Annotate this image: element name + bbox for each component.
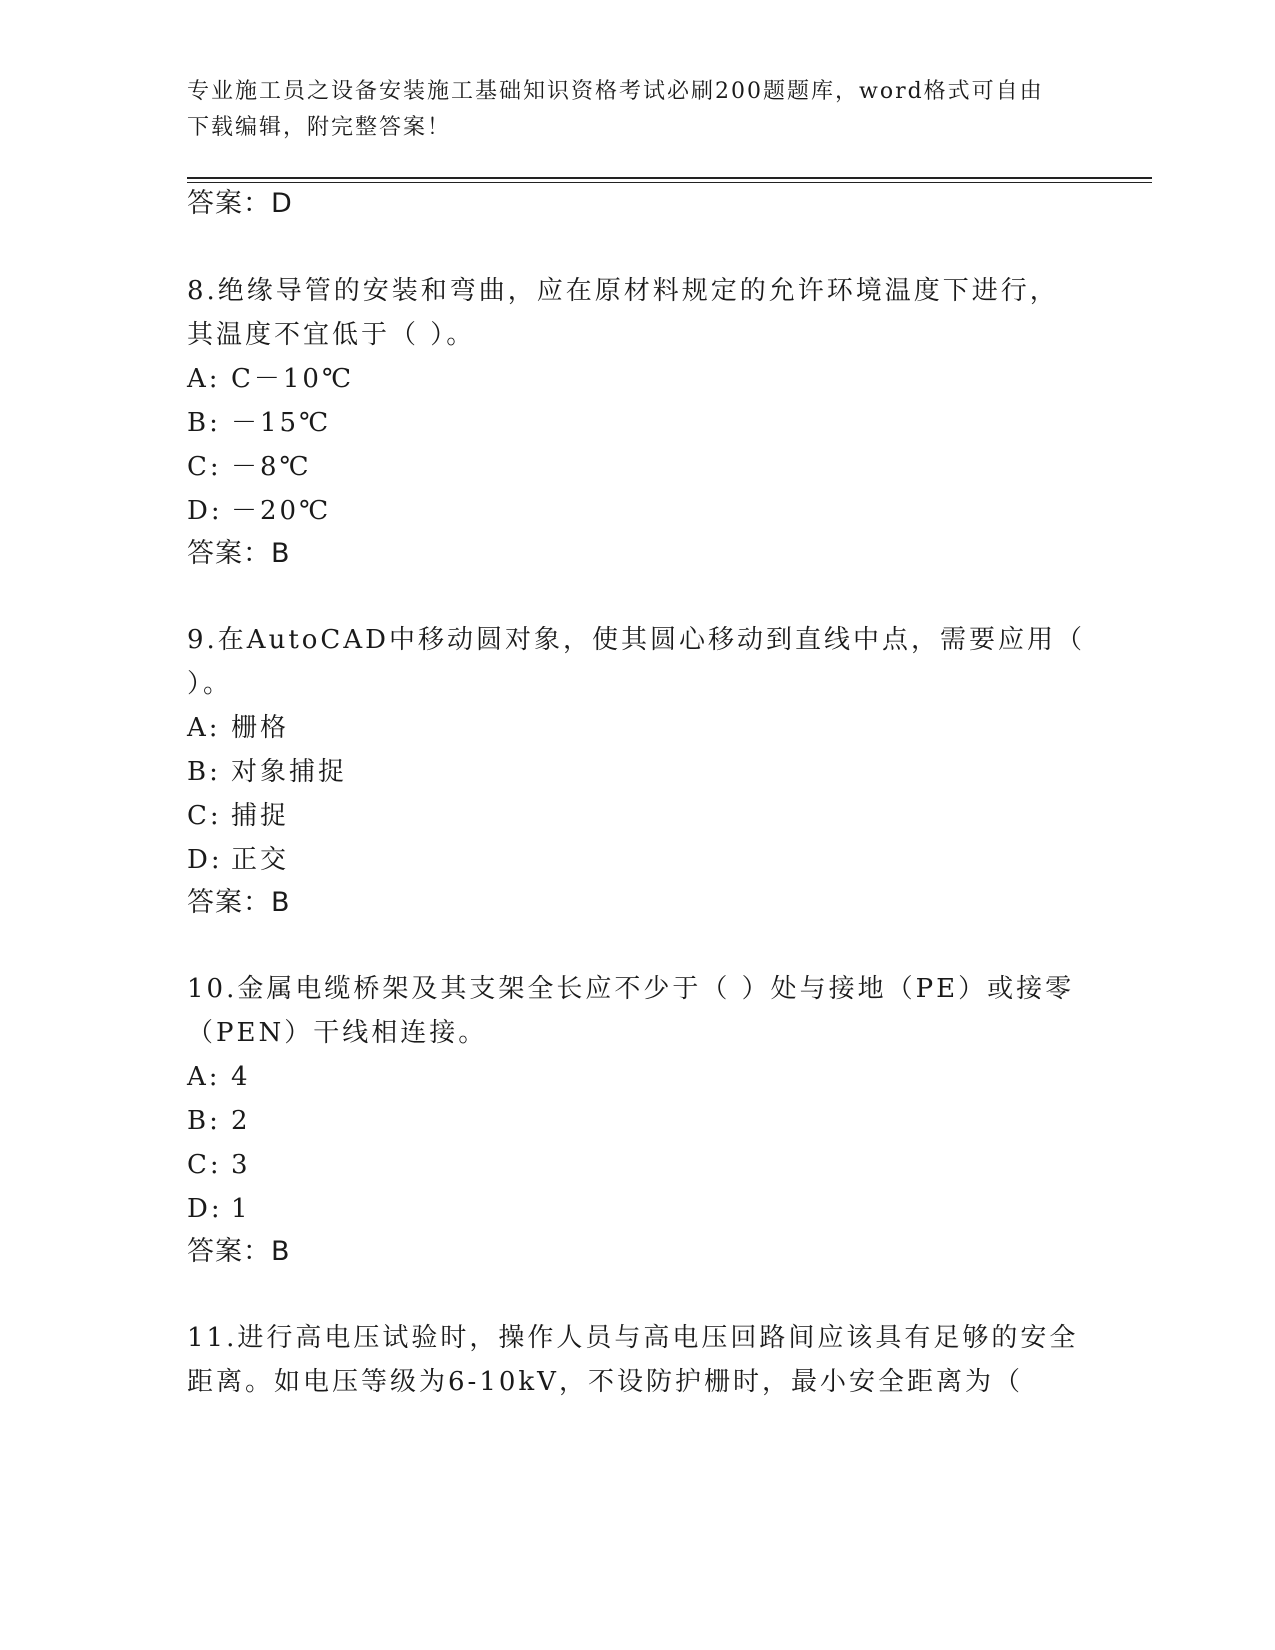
question-10-answer: 答案：B	[187, 1236, 291, 1267]
question-9-answer: 答案：B	[187, 887, 291, 918]
header-line-2: 下载编辑，附完整答案！	[187, 115, 452, 140]
question-9-option-d	[187, 843, 289, 877]
question-8-option-c	[187, 450, 312, 484]
option-text: －20℃	[231, 496, 332, 526]
question-9-stem-line-1: 9.在AutoCAD中移动圆对象，使其圆心移动到直线中点，需要应用（	[187, 625, 1085, 655]
question-11-stem-line-2: 距离。如电压等级为6-10kV，不设防护栅时，最小安全距离为（	[187, 1367, 1023, 1397]
question-8-option-d	[187, 494, 331, 528]
question-8-stem-line-2: 其温度不宜低于（ ）。	[187, 320, 476, 350]
question-9-option-a	[187, 711, 289, 745]
question-11-stem-line-1: 11.进行高电压试验时，操作人员与高电压回路间应该具有足够的安全	[187, 1323, 1079, 1353]
option-letter: B:	[187, 757, 221, 787]
option-letter: D:	[187, 496, 223, 526]
question-10-option-d	[187, 1192, 251, 1226]
option-text: 1	[231, 1194, 251, 1224]
question-10-stem-line-1: 10.金属电缆桥架及其支架全长应不少于（ ）处与接地（PE）或接零	[187, 974, 1075, 1004]
question-10-option-c	[187, 1148, 251, 1182]
question-8-option-b	[187, 406, 331, 440]
option-text: 正交	[231, 845, 290, 875]
question-9-option-b	[187, 755, 347, 789]
option-text: 3	[231, 1150, 251, 1180]
option-text: －15℃	[231, 408, 332, 438]
document-header	[187, 74, 1087, 146]
option-text: 捕捉	[231, 801, 290, 831]
option-text: 2	[231, 1106, 251, 1136]
option-letter: C:	[187, 1150, 222, 1180]
option-text: 4	[231, 1062, 251, 1092]
question-9-stem-line-2: ）。	[187, 669, 233, 699]
option-text: －8℃	[231, 452, 312, 482]
question-8-answer: 答案：B	[187, 538, 291, 569]
header-divider-thin	[187, 182, 1152, 183]
option-letter: B:	[187, 1106, 221, 1136]
option-letter: A:	[187, 1062, 221, 1092]
option-text: 对象捕捉	[231, 757, 348, 787]
option-letter: D:	[187, 1194, 223, 1224]
option-letter: A:	[187, 713, 221, 743]
header-divider-thick	[187, 177, 1152, 179]
header-line-1: 专业施工员之设备安装施工基础知识资格考试必刷200题题库，word格式可自由	[187, 79, 1044, 104]
option-letter: D:	[187, 845, 223, 875]
option-text: 栅格	[231, 713, 290, 743]
question-8-option-a	[187, 362, 354, 396]
option-letter: A:	[187, 364, 221, 394]
previous-answer: 答案：D	[187, 188, 293, 219]
option-text: C－10℃	[231, 364, 355, 394]
option-letter: C:	[187, 801, 222, 831]
option-letter: B:	[187, 408, 221, 438]
question-10-stem-line-2: （PEN）干线相连接。	[187, 1018, 488, 1048]
question-9-option-c	[187, 799, 289, 833]
question-10-option-a	[187, 1060, 251, 1094]
question-8-stem-line-1: 8.绝缘导管的安装和弯曲，应在原材料规定的允许环境温度下进行，	[187, 276, 1059, 306]
option-letter: C:	[187, 452, 222, 482]
question-10-option-b	[187, 1104, 251, 1138]
